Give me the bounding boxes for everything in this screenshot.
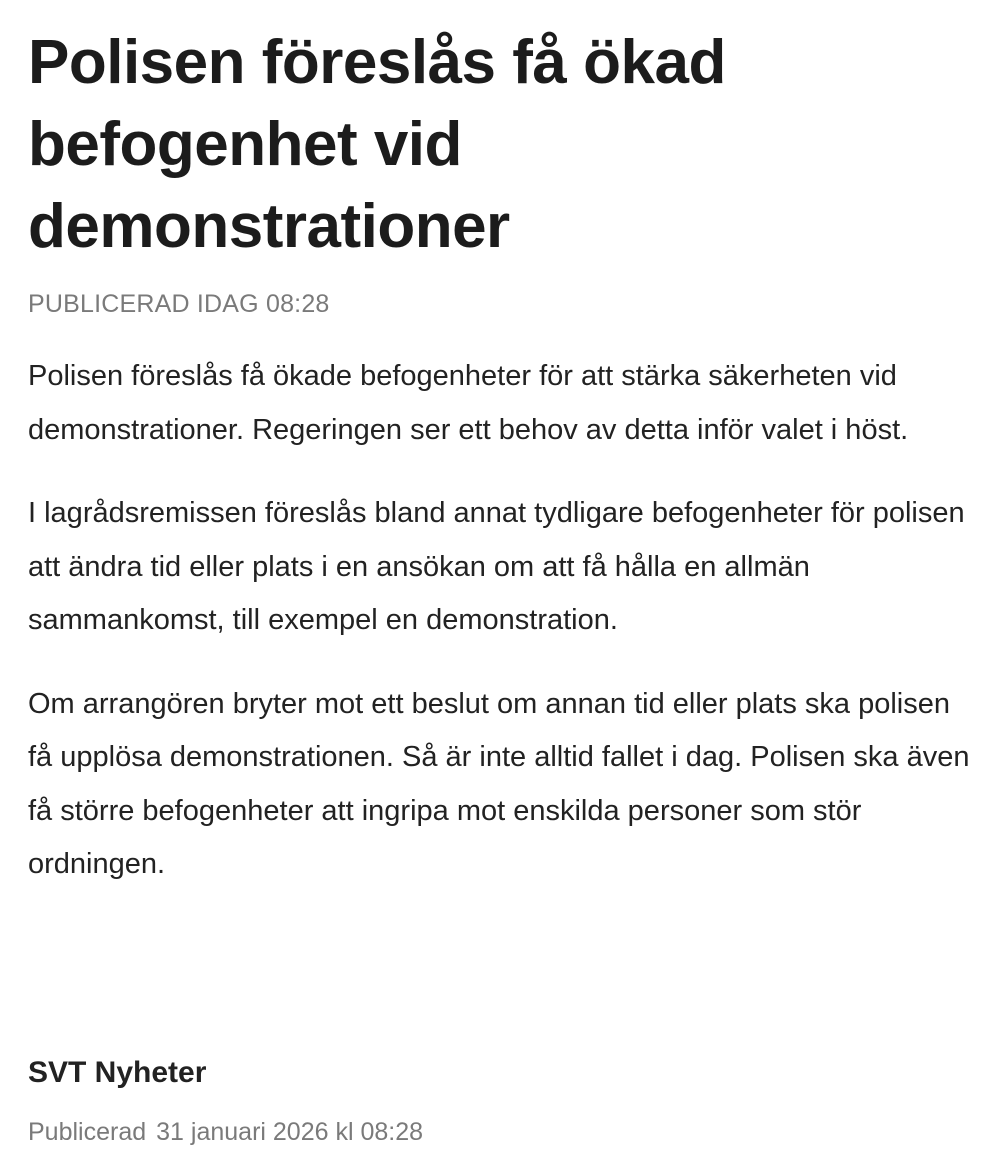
publish-dateline: PUBLICERAD IDAG 08:28 <box>28 290 330 318</box>
footer-published <box>28 1115 423 1149</box>
article-byline: SVT Nyheter <box>28 1056 207 1089</box>
article-body <box>28 350 979 892</box>
article-paragraph: I lagrådsremissen föreslås bland annat tydligare befogenheter för polisen att ändra tid eller plats i en ansökan om att få hålla en allmän sammankomst, till exempel en demonstration. <box>28 497 965 636</box>
article-headline: Polisen föreslås få ökad befogenhet vid demonstrationer <box>28 28 726 261</box>
published-label: Publicerad <box>28 1118 147 1146</box>
article-paragraph: Om arrangören bryter mot ett beslut om annan tid eller plats ska polisen få upplösa demonstrationen. Så är inte alltid fallet i dag. Polisen ska även få större befogenheter att ingripa mot enskilda personer som stör ordningen. <box>28 687 970 880</box>
article-paragraph: Polisen föreslås få ökade befogenheter för att stärka säkerheten vid demonstrationer. Regeringen ser ett behov av detta inför valet i höst. <box>28 360 909 446</box>
published-date: 31 januari 2026 kl 08:28 <box>156 1118 424 1146</box>
